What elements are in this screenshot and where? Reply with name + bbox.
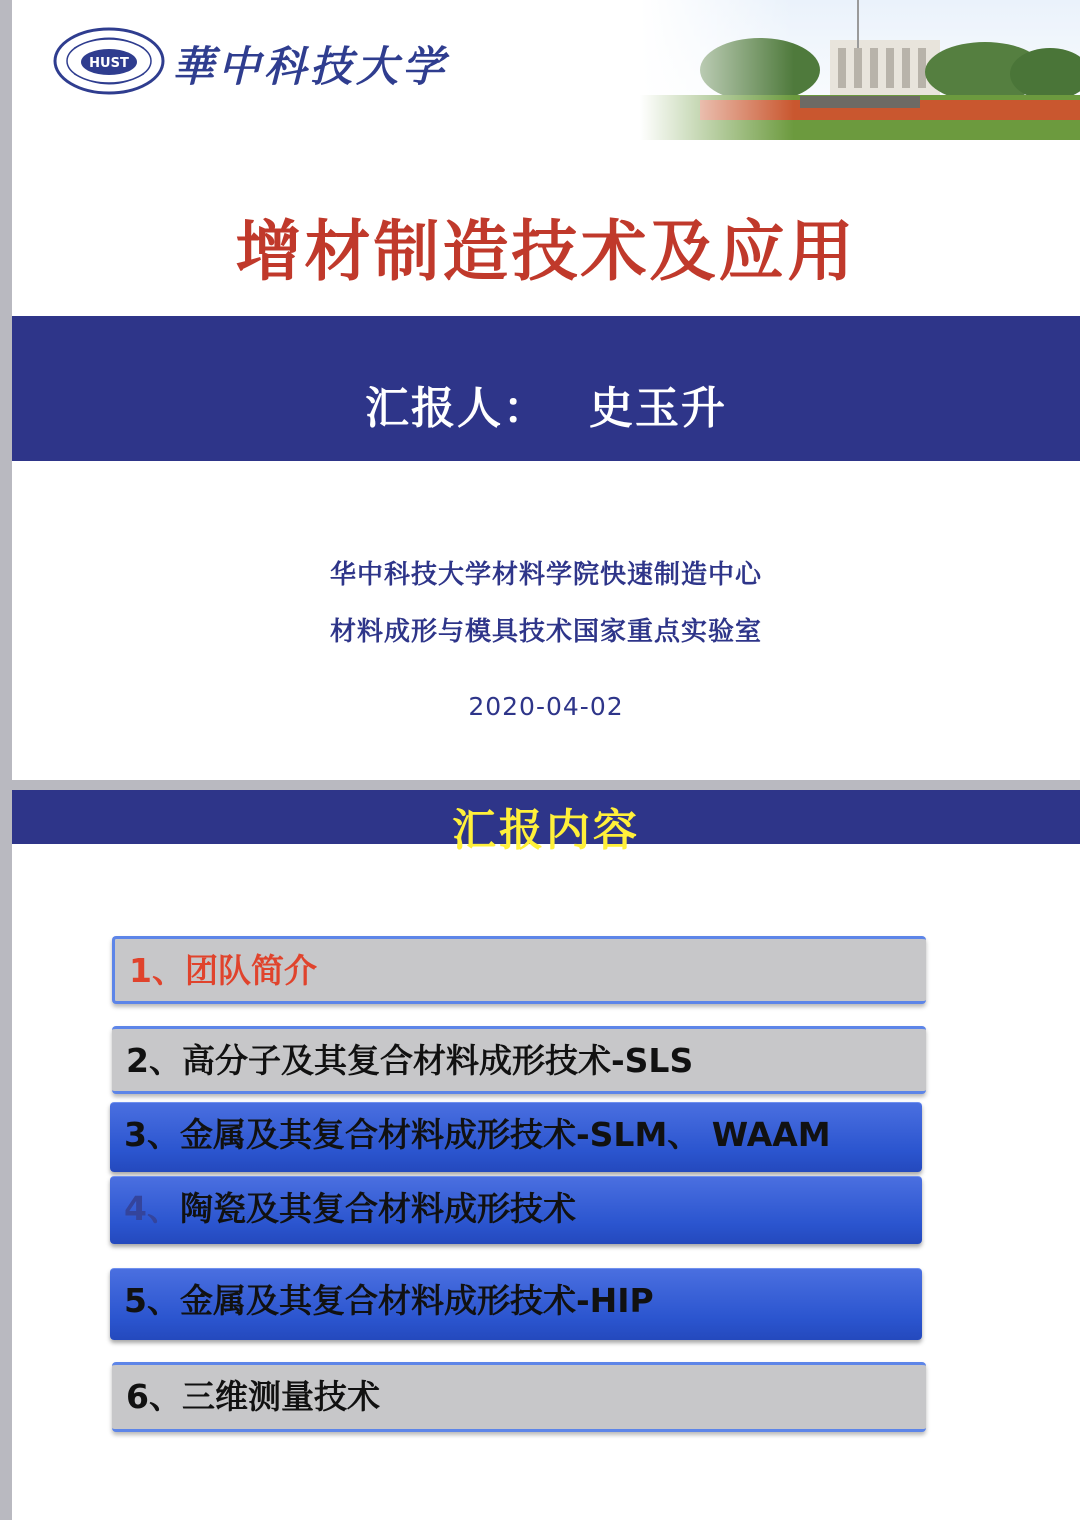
- presentation-date: 2020-04-02: [468, 692, 624, 721]
- page-title: 增材制造技术及应用: [235, 213, 857, 290]
- agenda-slide: [12, 790, 1080, 1520]
- agenda-item-label: 三维测量技术: [181, 1377, 380, 1416]
- title-slide: [12, 0, 1080, 780]
- agenda-item-number: 6、: [126, 1377, 182, 1416]
- agenda-item-label: 团队简介: [184, 951, 317, 990]
- agenda-item-3d-measurement[interactable]: [112, 1362, 926, 1432]
- agenda-title: 汇报内容: [452, 805, 640, 856]
- agenda-item-number: 1、: [129, 951, 185, 990]
- reporter-name: 史玉升: [589, 383, 727, 434]
- agenda-item-label: 金属及其复合材料成形技术-HIP: [179, 1281, 654, 1320]
- agenda-item-polymer-sls[interactable]: [112, 1026, 926, 1094]
- agenda-item-team-intro[interactable]: [112, 936, 926, 1004]
- institution-line-1: 华中科技大学材料学院快速制造中心: [329, 560, 762, 590]
- agenda-item-number: 4、: [124, 1189, 180, 1228]
- agenda-item-label: 陶瓷及其复合材料成形技术: [179, 1189, 576, 1228]
- agenda-item-label: 高分子及其复合材料成形技术-SLS: [181, 1041, 694, 1080]
- agenda-item-metal-slm-waam[interactable]: [110, 1102, 922, 1172]
- university-logo: [52, 26, 166, 96]
- agenda-item-number: 5、: [124, 1281, 180, 1320]
- reporter-line: [12, 372, 1080, 436]
- reporter-label: 汇报人：: [365, 383, 549, 434]
- campus-photo: [640, 0, 1080, 140]
- agenda-item-number: 3、: [124, 1115, 180, 1154]
- university-name: 華中科技大学: [172, 42, 449, 91]
- agenda-item-metal-hip[interactable]: [110, 1268, 922, 1340]
- agenda-item-label: 金属及其复合材料成形技术-SLM、 WAAM: [179, 1115, 831, 1154]
- logo-monogram: HUST: [89, 56, 129, 71]
- agenda-item-number: 2、: [126, 1041, 182, 1080]
- agenda-item-ceramic[interactable]: [110, 1176, 922, 1244]
- institution-line-2: 材料成形与模具技术国家重点实验室: [329, 617, 762, 647]
